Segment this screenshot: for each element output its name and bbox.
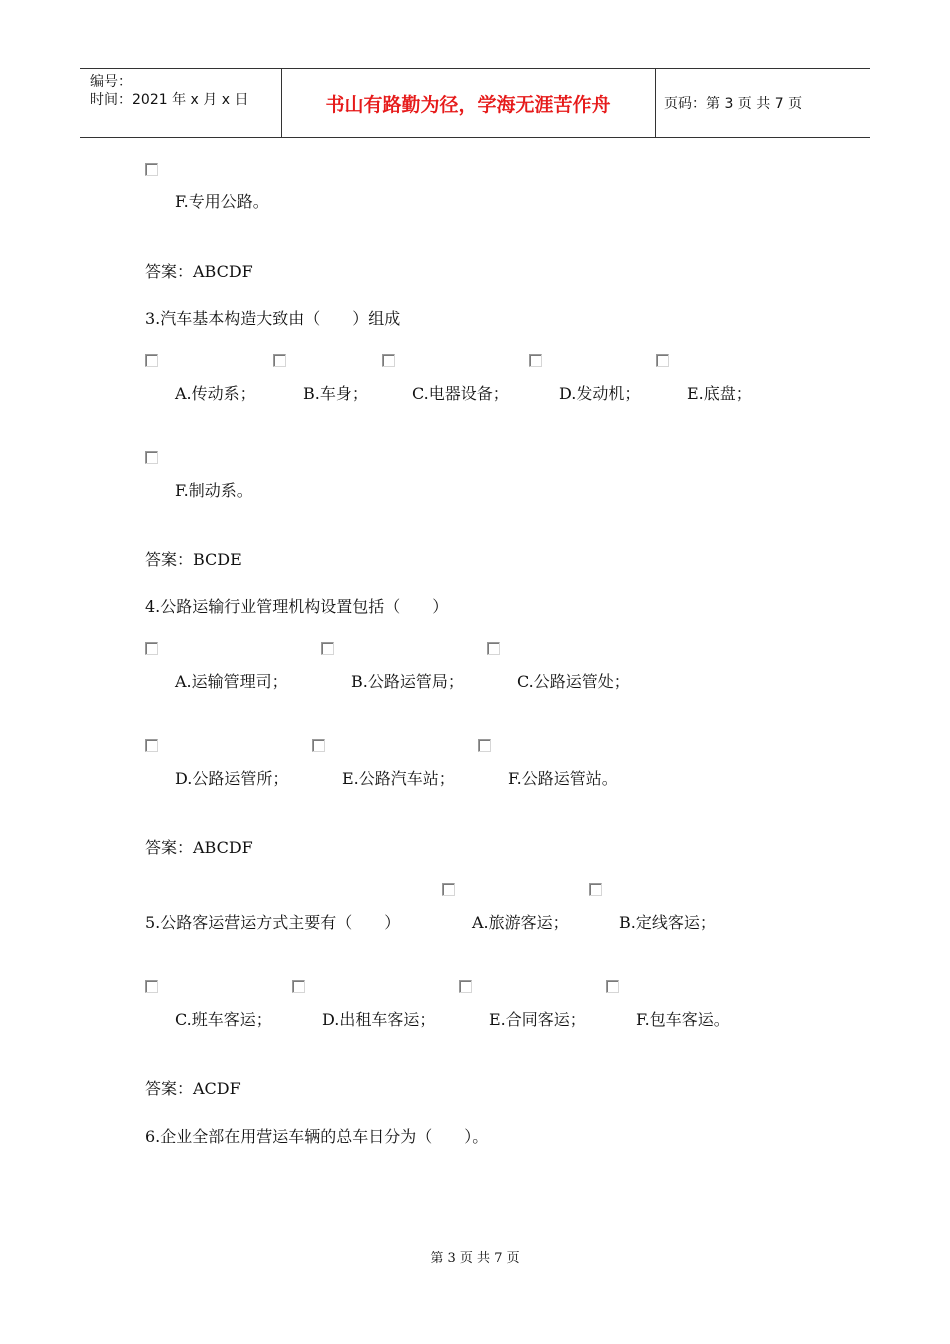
checkbox-q4-f[interactable] (478, 739, 491, 752)
question-5: 5.公路客运营运方式主要有（ ） (145, 913, 401, 932)
question-6: 6.企业全部在用营运车辆的总车日分为（ ）。 (145, 1127, 489, 1146)
checkbox-q3-d[interactable] (529, 354, 542, 367)
checkbox-q5-d[interactable] (292, 980, 305, 993)
option-q5-c: C.班车客运； (175, 1010, 272, 1029)
checkbox-q5-f[interactable] (606, 980, 619, 993)
option-q5-b: B.定线客运； (619, 913, 716, 932)
header-meta (90, 73, 248, 109)
checkbox-q5-e[interactable] (459, 980, 472, 993)
option-q3-c: C.电器设备； (412, 384, 509, 403)
checkbox-q3-a[interactable] (145, 354, 158, 367)
checkbox-q2-f[interactable] (145, 163, 158, 176)
option-q3-b: B.车身； (303, 384, 368, 403)
option-q5-a: A.旅游客运； (472, 913, 569, 932)
option-q5-d: D.出租车客运； (322, 1010, 436, 1029)
option-q4-a: A.运输管理司； (175, 672, 288, 691)
option-q3-a: A.传动系； (175, 384, 256, 403)
number-label: 编号： (90, 74, 132, 90)
header-motto: 书山有路勤为径，学海无涯苦作舟 (325, 93, 611, 116)
option-q3-d: D.发动机； (559, 384, 641, 403)
checkbox-q3-e[interactable] (656, 354, 669, 367)
answer-q3: 答案：BCDE (145, 550, 242, 569)
header-page-label: 页码：第 3 页 共 7 页 (664, 96, 803, 112)
checkbox-q4-d[interactable] (145, 739, 158, 752)
checkbox-q3-b[interactable] (273, 354, 286, 367)
answer-q4: 答案：ABCDF (145, 838, 253, 857)
option-q4-e: E.公路汽车站； (342, 769, 455, 788)
header-divider (655, 69, 656, 137)
option-q4-b: B.公路运管局； (351, 672, 464, 691)
option-q4-f: F.公路运管站。 (508, 769, 618, 788)
checkbox-q5-b[interactable] (589, 883, 602, 896)
option-q2-f: F.专用公路。 (175, 192, 269, 211)
option-q5-f: F.包车客运。 (636, 1010, 730, 1029)
option-q3-e: E.底盘； (687, 384, 752, 403)
checkbox-q5-a[interactable] (442, 883, 455, 896)
option-q4-c: C.公路运管处； (517, 672, 630, 691)
option-q3-f: F.制动系。 (175, 481, 253, 500)
answer-q5: 答案：ACDF (145, 1079, 241, 1098)
checkbox-q5-c[interactable] (145, 980, 158, 993)
answer-q2: 答案：ABCDF (145, 262, 253, 281)
page-header (80, 68, 870, 138)
option-q4-d: D.公路运管所； (175, 769, 289, 788)
question-3: 3.汽车基本构造大致由（ ）组成 (145, 309, 401, 328)
page-footer: 第 3 页 共 7 页 (430, 1251, 520, 1266)
checkbox-q4-a[interactable] (145, 642, 158, 655)
checkbox-q4-c[interactable] (487, 642, 500, 655)
checkbox-q3-c[interactable] (382, 354, 395, 367)
option-q5-e: E.合同客运； (489, 1010, 586, 1029)
question-4: 4.公路运输行业管理机构设置包括（ ） (145, 597, 449, 616)
time-label: 时间：2021 年 x 月 x 日 (90, 92, 249, 108)
checkbox-q4-b[interactable] (321, 642, 334, 655)
checkbox-q3-f[interactable] (145, 451, 158, 464)
checkbox-q4-e[interactable] (312, 739, 325, 752)
